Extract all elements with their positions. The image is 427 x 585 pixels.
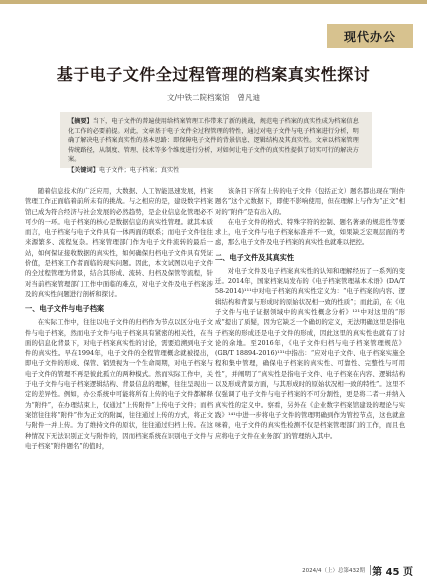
page-footer	[0, 563, 427, 577]
keywords-tag: 【关键词】	[68, 166, 99, 174]
section-heading: 二、电子文件及其真实性	[215, 252, 295, 262]
paragraph: 该条目下所有上传的电子文件（包括正文）题名都出现在“附件题名”这个元数据下，即使不影响使用，但在理解上与作为“正文”相对的“附件”是有出入的。	[215, 187, 405, 216]
footer-divider	[370, 565, 371, 575]
right-column	[215, 186, 405, 554]
paragraph: 在实际工作中，往往以电子文件的归档作为节点以区分电子文件与电子档案，然而电子文件与电子档案具有紧密的相关性，在当面的信息化背景下，对电子档案真实性的讨论，需要追溯到电子文件的真实性。早在1994年，电子文件的全程管理概念就被提出，即电子文件的形成、保管、销毁视为一个生命周期，对电子档案与电子文件的管理不再是彼此孤立的两种模式。然而实际工作中，关于电子文件与电子档案逻辑结构、背景信息的理解，往往呈现出一定的差异性。例如，办公系统中可能将所有上传的电子文件都解释为“附件”，在办理结束上，仅通过“上传附件”上传电子文件；而档案馆往往将“附件”作为正文的附属，往往通过上传的方式，将正文与附件一并上传。为了维持文件的原状，往往通过归档上传。在这种情况下无法识别正文与附件的，因而档案系统在识别电子文件与电子档案“附件题名”的值时，	[25, 318, 213, 450]
abstract-box	[60, 112, 372, 174]
keywords-line	[68, 166, 364, 176]
article-title: 基于电子文件全过程管理的档案真实性探讨	[56, 65, 371, 84]
page-number: 第 45 页	[372, 567, 413, 578]
abstract-body: 当下，电子文件的普遍使用给档案管理工作带来了新的挑战，规范电子档案的真实性成为档案信息化工作的必要前提。对此，文章基于电子文件全过程管理的特性，通过对电子文件与电子档案进行分析，明确了解决电子档案真实性的基本思路：即保障电子文件的背景信息、逻辑结构及其真实性。文章以档案管理传统路径，从制度、管理、技术等多个维度进行分析，对如何让电子文件的真实性提供了切实可行的解决方案。	[68, 118, 359, 164]
abstract-tag: 【摘要】	[68, 118, 93, 125]
paragraph: 在电子文件的格式、特殊字符的控制、题名著录的规范性等要求上，电子文件与电子档案标准并不一致，如果缺乏宏观层面的考虑，那么电子文件及电子档案的真实性也就难以把控。	[215, 217, 405, 247]
top-rule	[0, 0, 427, 4]
left-column	[25, 186, 213, 554]
section-tab: 现代办公	[327, 24, 413, 48]
author-org: 文/中铁二院档案馆	[166, 93, 230, 102]
paragraph: 对电子文件及电子档案真实性的认知和理解经历了一系列的变迁。2014年，国家档案局发布的《电子档案管理基本术语》(DA/T 58-2014)¹¹¹中对电子档案的真实性定义为：“电子档案的内容、逻辑结构和背景与形成时的原始状况相一致的性质”；而此前，在《电子文件与电子证据领域中的真实性概念分析》¹²¹中对这里的“形成”提出了质疑，因为它缺乏一个确切的定义，无法明确这里是指电子档案的形成还是电子文件的形成，因此这里的真实性也就有了讨论的余地。至2016年，《电子文件归档与电子档案管理规范》(GB/T 18894-2016)¹³¹中指出：“应对电子文件、电子档案实施全程和集中管理，确保电子档案的真实性、可靠性、完整性与可用性”，并阐明了“真实性是指电子文件、电子档案在内容、逻辑结构以及形成背景方面，与其形成时的原始状况相一致的特性”。这里不仅强调了电子文件与电子档案的不可分割性，更是将二者一并纳入真实性的定义中。察看，另外在《企业数字档案馆建设的理论与实践》¹⁴¹中进一步将电子文件的管理明确到作为管控节点，这也就意味着，电子文件的真实性检测不仅是档案管理部门的工作，而且也应将电子文件在业务部门的管理纳入其中。	[215, 266, 405, 440]
paragraph: 随着信息技术的广泛应用，大数据、人工智能迅速发展，档案管理工作正面临着前所未有的挑战。与之相应的是，建设数字档案馆已成为符合经济与社会发展的必然趋势，是企业信息化管理必不可少的一环。电子档案的核心是数据信息的真实性管理。就其本质而言，电子档案与电子文件具有一体两面的联系；而电子文件往往来源繁多、流程复杂。档案管理部门作为电子文件流转的最后一站，如何保证接收数据的真实性，如何确保归档电子文件具有凭证价值，是档案工作者面临的现实问题。因此，本文试图以电子文件的全过程管理为背景，结合其形成、流转、归档及保管等流程，针对当前档案管理部门工作中面临的难点，对电子文件及电子档案涉及的真实性问题进行剖析和探讨。	[25, 187, 213, 298]
byline	[0, 92, 427, 103]
abstract-text	[68, 117, 364, 165]
keywords-body: 电子文件；电子档案；真实性	[98, 166, 180, 174]
section-heading: 一、电子文件与电子档案	[25, 304, 105, 314]
issue-info: 2024/4（上）总第432期	[302, 568, 365, 574]
author-name: 曾凡迪	[237, 93, 261, 102]
